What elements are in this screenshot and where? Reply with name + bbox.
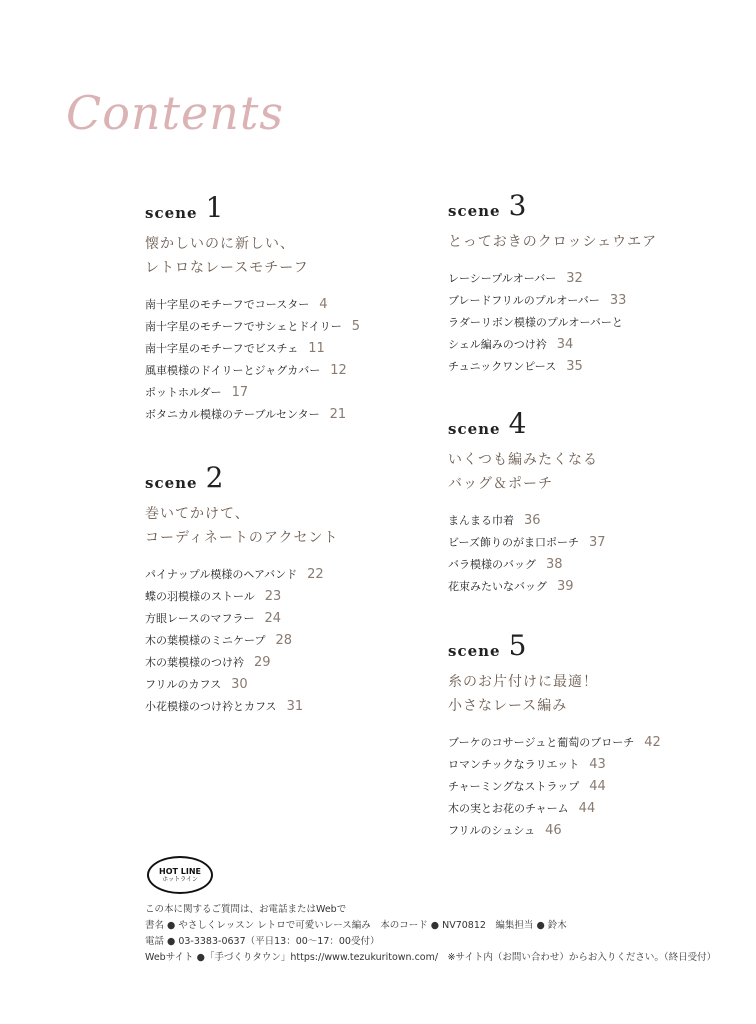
scene-2 [145,460,445,718]
contents-title: Contents [66,86,284,140]
scene-3 [448,188,748,378]
scene-number: 2 [205,461,224,494]
hotline-logo: HOT LINE ホットライン [147,856,213,894]
contents-item[interactable]: 方眼レースのマフラー 24 [145,611,281,626]
contents-item[interactable]: チュニックワンピース 35 [448,359,583,374]
contents-item[interactable]: まんまる巾着 36 [448,513,541,528]
footer-line: この本に関するご質問は、お電話またはWebで [145,904,347,915]
contents-item[interactable]: 南十字星のモチーフでサシェとドイリー 5 [145,319,361,334]
contents-item[interactable]: 木の葉模様のミニケープ 28 [145,633,292,648]
scene-5 [448,628,748,842]
right-column [448,188,748,842]
contents-item[interactable]: ブーケのコサージュと葡萄のブローチ 42 [448,735,661,750]
left-column [145,190,445,718]
scene-1 [145,190,445,426]
scene-number: 4 [508,407,527,440]
scene-label: scene [448,642,501,660]
contents-item[interactable]: 蝶の羽模様のストール 23 [145,589,282,604]
contents-item[interactable]: フリルのシュシュ 46 [448,823,562,838]
scene-heading: とっておきのクロッシェウエア [448,234,658,250]
scene-heading: 巻いてかけて、 コーディネートのアクセント [145,506,339,546]
contents-item[interactable]: シェル編みのつけ衿 34 [448,337,574,352]
footer-line: 書名 ● やさしくレッスン レトロで可愛いレース編み 本のコード ● NV70812 編集担当 ● 鈴木 [145,920,567,931]
footer-line: 電話 ● 03-3383-0637（平日13：00〜17：00受付） [145,936,380,947]
contents-item[interactable]: フリルのカフス 30 [145,677,248,692]
scene-4 [448,406,748,598]
footer-info [145,902,745,966]
contents-item[interactable]: パイナップル模様のヘアバンド 22 [145,567,324,582]
contents-item[interactable]: ポットホルダー 17 [145,385,249,400]
scene-number: 1 [205,191,224,224]
contents-item[interactable]: 木の葉模様のつけ衿 29 [145,655,271,670]
contents-item[interactable]: 南十字星のモチーフでコースター 4 [145,297,328,312]
contents-item[interactable]: 小花模様のつけ衿とカフス 31 [145,699,304,714]
contents-item[interactable]: 花束みたいなバッグ 39 [448,579,574,594]
contents-item[interactable]: 南十字星のモチーフでビスチェ 11 [145,341,325,356]
contents-item[interactable]: ボタニカル模様のテーブルセンター 21 [145,407,347,422]
contents-item[interactable]: ロマンチックなラリエット 43 [448,757,606,772]
contents-item[interactable]: 風車模様のドイリーとジャグカバー 12 [145,363,347,378]
scene-number: 5 [508,629,527,662]
scene-heading: 糸のお片付けに最適！ 小さなレース編み [448,674,598,714]
footer-website-line[interactable]: Webサイト ●「手づくりタウン」https://www.tezukuritown.com/ ※サイト内（お問い合わせ）からお入りください。（終日受付） [145,952,717,963]
scene-label: scene [145,204,198,222]
scene-number: 3 [508,189,527,222]
contents-item[interactable]: ラダーリボン模様のプルオーバーと [448,316,623,329]
scene-label: scene [448,202,501,220]
contents-item[interactable]: バラ模様のバッグ 38 [448,557,563,572]
contents-item[interactable]: ブレードフリルのプルオーバー 33 [448,293,627,308]
scene-heading: いくつも編みたくなる バッグ＆ポーチ [448,452,598,492]
contents-item[interactable]: 木の実とお花のチャーム 44 [448,801,596,816]
scene-label: scene [145,474,198,492]
contents-item[interactable]: ビーズ飾りのがま口ポーチ 37 [448,535,606,550]
contents-item[interactable]: レーシープルオーバー 32 [448,271,583,286]
contents-item[interactable]: チャーミングなストラップ 44 [448,779,606,794]
scene-label: scene [448,420,501,438]
scene-heading: 懐かしいのに新しい、 レトロなレースモチーフ [145,236,309,276]
